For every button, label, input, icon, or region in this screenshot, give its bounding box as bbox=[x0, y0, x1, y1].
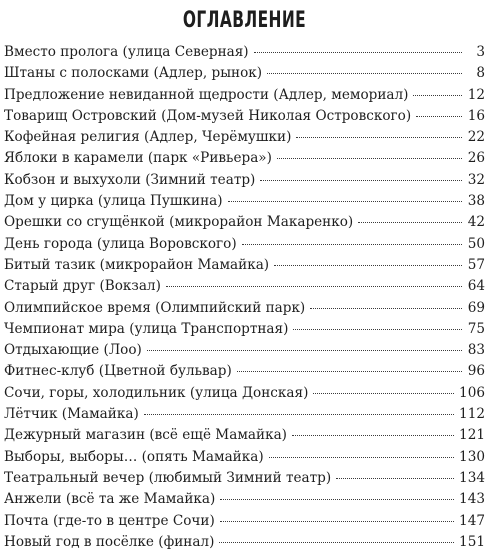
dot-leader bbox=[269, 456, 454, 458]
toc-entry bbox=[4, 148, 485, 169]
toc-entry bbox=[4, 106, 485, 127]
toc-entry-title: Сочи, горы, холодильник (улица Донская) bbox=[4, 383, 311, 404]
toc-entry-title: День города (улица Воровского) bbox=[4, 234, 240, 255]
dot-leader bbox=[292, 434, 454, 436]
toc-entry-page-number: 38 bbox=[467, 193, 485, 210]
toc-entry-page-number: 151 bbox=[459, 533, 485, 550]
dot-leader bbox=[237, 370, 462, 372]
dot-leader bbox=[274, 264, 462, 266]
toc-entry-page-number: 134 bbox=[459, 469, 485, 486]
toc-entry-page-number: 130 bbox=[459, 448, 485, 465]
toc-entry-page-number: 57 bbox=[467, 256, 485, 273]
toc-entry-title: Олимпийское время (Олимпийский парк) bbox=[4, 298, 308, 319]
toc-entry bbox=[4, 468, 485, 489]
toc-entry-page-number: 26 bbox=[467, 150, 485, 167]
dot-leader bbox=[166, 285, 462, 287]
toc-entry-page-number: 69 bbox=[467, 299, 485, 316]
toc-entry-page-number: 112 bbox=[459, 406, 485, 423]
toc-entry bbox=[4, 170, 485, 191]
toc-entry-page-number: 143 bbox=[459, 491, 485, 508]
toc-entry-page-number: 8 bbox=[476, 65, 485, 82]
toc-entry-page-number: 64 bbox=[467, 278, 485, 295]
toc-entry-page-number: 50 bbox=[467, 235, 485, 252]
toc-entry bbox=[4, 255, 485, 276]
dot-leader bbox=[413, 94, 462, 96]
toc-entry-page-number: 42 bbox=[467, 214, 485, 231]
table-of-contents bbox=[4, 42, 485, 553]
dot-leader bbox=[260, 179, 462, 181]
dot-leader bbox=[147, 349, 462, 351]
toc-entry bbox=[4, 212, 485, 233]
toc-entry-page-number: 22 bbox=[467, 129, 485, 146]
dot-leader bbox=[144, 413, 454, 415]
toc-entry-page-number: 106 bbox=[459, 384, 485, 401]
toc-entry-title: Выборы, выборы… (опять Мамайка) bbox=[4, 447, 267, 468]
dot-leader bbox=[242, 243, 462, 245]
toc-entry bbox=[4, 63, 485, 84]
toc-entry-page-number: 16 bbox=[467, 107, 485, 124]
toc-entry-title: Орешки со сгущёнкой (микрорайон Макаренко) bbox=[4, 212, 356, 233]
toc-entry-title: Чемпионат мира (улица Транспортная) bbox=[4, 319, 291, 340]
toc-entry-title: Новый год в посёлке (финал) bbox=[4, 532, 217, 553]
dot-leader bbox=[228, 200, 462, 202]
toc-entry bbox=[4, 42, 485, 63]
toc-entry bbox=[4, 298, 485, 319]
dot-leader bbox=[277, 157, 462, 159]
toc-entry-title: Предложение невиданной щедрости (Адлер, мемориал) bbox=[4, 85, 411, 106]
toc-entry bbox=[4, 319, 485, 340]
toc-entry-title: Кофейная религия (Адлер, Черёмушки) bbox=[4, 127, 294, 148]
toc-entry-page-number: 83 bbox=[467, 342, 485, 359]
toc-entry bbox=[4, 234, 485, 255]
toc-entry bbox=[4, 127, 485, 148]
toc-entry-title: Вместо пролога (улица Северная) bbox=[4, 42, 252, 63]
toc-entry bbox=[4, 340, 485, 361]
toc-entry-title: Яблоки в карамели (парк «Ривьера») bbox=[4, 148, 275, 169]
toc-entry-page-number: 121 bbox=[459, 427, 485, 444]
toc-entry-title: Фитнес-клуб (Цветной бульвар) bbox=[4, 361, 235, 382]
toc-entry-page-number: 32 bbox=[467, 171, 485, 188]
toc-entry-title: Товарищ Островский (Дом-музей Николая Островского) bbox=[4, 106, 414, 127]
toc-entry-title: Старый друг (Вокзал) bbox=[4, 276, 164, 297]
dot-leader bbox=[336, 477, 454, 479]
toc-entry bbox=[4, 276, 485, 297]
dot-leader bbox=[296, 136, 462, 138]
toc-entry bbox=[4, 383, 485, 404]
toc-entry bbox=[4, 361, 485, 382]
toc-entry bbox=[4, 85, 485, 106]
toc-entry-title: Кобзон и выхухоли (Зимний театр) bbox=[4, 170, 258, 191]
toc-entry-title: Дежурный магазин (всё ещё Мамайка) bbox=[4, 425, 290, 446]
toc-entry-page-number: 96 bbox=[467, 363, 485, 380]
toc-entry bbox=[4, 511, 485, 532]
toc-entry bbox=[4, 489, 485, 510]
dot-leader bbox=[358, 221, 462, 223]
toc-entry bbox=[4, 425, 485, 446]
toc-title: ОГЛАВЛЕНИЕ bbox=[182, 8, 307, 33]
toc-entry-title: Битый тазик (микрорайон Мамайка) bbox=[4, 255, 272, 276]
toc-entry-page-number: 12 bbox=[467, 86, 485, 103]
toc-entry-title: Лётчик (Мамайка) bbox=[4, 404, 142, 425]
dot-leader bbox=[313, 392, 454, 394]
dot-leader bbox=[267, 72, 462, 74]
toc-entry-page-number: 3 bbox=[476, 44, 485, 60]
toc-entry-title: Анжели (всё та же Мамайка) bbox=[4, 489, 218, 510]
toc-entry-page-number: 75 bbox=[467, 320, 485, 337]
toc-entry bbox=[4, 404, 485, 425]
dot-leader bbox=[310, 307, 462, 309]
dot-leader bbox=[416, 115, 462, 117]
toc-entry-title: Отдыхающие (Лоо) bbox=[4, 340, 145, 361]
dot-leader bbox=[220, 520, 454, 522]
dot-leader bbox=[293, 328, 462, 330]
toc-entry bbox=[4, 447, 485, 468]
dot-leader bbox=[219, 541, 454, 543]
dot-leader bbox=[254, 51, 462, 53]
toc-entry-title: Дом у цирка (улица Пушкина) bbox=[4, 191, 226, 212]
toc-entry-title: Почта (где-то в центре Сочи) bbox=[4, 511, 218, 532]
toc-entry bbox=[4, 191, 485, 212]
toc-entry-title: Штаны с полосками (Адлер, рынок) bbox=[4, 63, 265, 84]
toc-entry-title: Театральный вечер (любимый Зимний театр) bbox=[4, 468, 334, 489]
dot-leader bbox=[220, 498, 454, 500]
toc-entry-page-number: 147 bbox=[459, 512, 485, 529]
